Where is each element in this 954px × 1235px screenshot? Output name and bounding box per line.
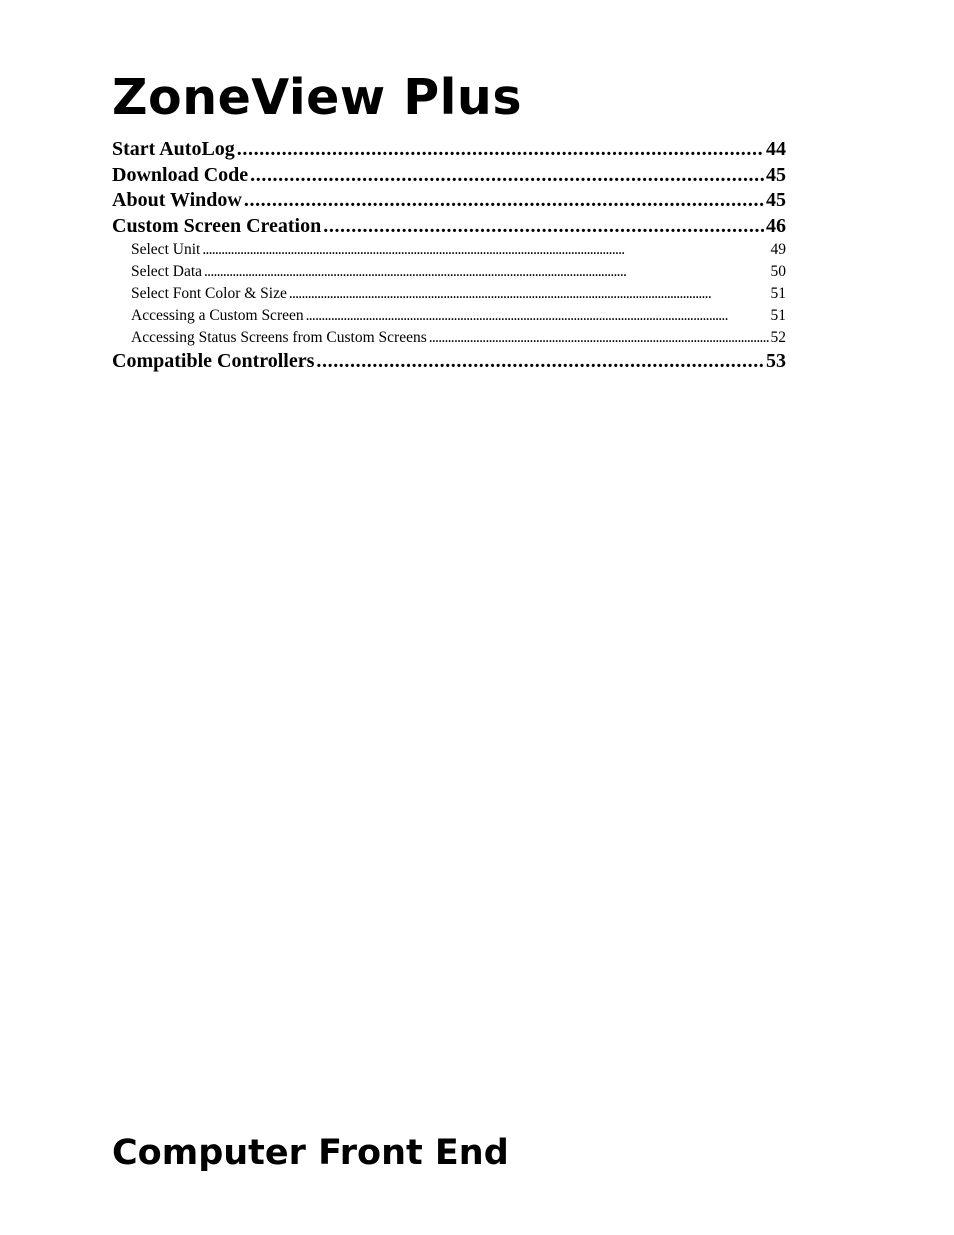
section-heading: Computer Front End [112,1133,509,1173]
toc-entry-label: Select Unit [131,241,201,258]
toc-entry-label: Accessing a Custom Screen [131,307,304,324]
toc-entry-page: 46 [766,214,786,237]
page-title: ZoneView Plus [112,69,522,126]
toc-entry-page: 45 [766,163,786,186]
toc-entry-about-window[interactable] [112,188,786,214]
dot-leader [237,137,764,163]
toc-entry-start-autolog[interactable] [112,137,786,163]
toc-entry-label: Select Font Color & Size [131,285,287,302]
dot-leader [429,327,769,349]
toc-subentry-select-unit[interactable] [112,239,786,261]
dot-leader [204,261,768,283]
toc-entry-custom-screen-creation[interactable] [112,214,786,240]
toc-entry-page: 51 [770,307,786,324]
dot-leader [323,214,764,240]
toc-subentry-accessing-status-screens[interactable] [112,327,786,349]
toc-entry-page: 44 [766,138,786,160]
toc-entry-label: Compatible Controllers [112,350,315,372]
toc-entry-label: Download Code [112,163,249,186]
toc-entry-label: Custom Screen Creation [112,214,322,237]
dot-leader [202,239,768,261]
toc-subentry-select-data[interactable] [112,261,786,283]
toc-entry-label: Select Data [131,263,203,280]
toc-entry-page: 52 [770,329,786,346]
toc-entry-label: Accessing Status Screens from Custom Screens [131,329,427,346]
table-of-contents [112,137,786,375]
toc-entry-page: 53 [766,350,786,372]
toc-entry-label: About Window [112,189,242,211]
toc-entry-page: 50 [770,263,786,280]
toc-subentry-select-font-color-size[interactable] [112,283,786,305]
dot-leader [244,188,764,214]
toc-entry-label: Start AutoLog [112,138,235,160]
dot-leader [250,163,764,189]
dot-leader [289,283,769,305]
toc-entry-compatible-controllers[interactable] [112,349,786,375]
toc-subentry-accessing-custom-screen[interactable] [112,305,786,327]
dot-leader [316,349,764,375]
toc-entry-page: 51 [770,285,786,302]
toc-entry-page: 45 [766,189,786,211]
toc-entry-download-code[interactable] [112,163,786,189]
toc-entry-page: 49 [770,241,786,258]
dot-leader [306,305,769,327]
